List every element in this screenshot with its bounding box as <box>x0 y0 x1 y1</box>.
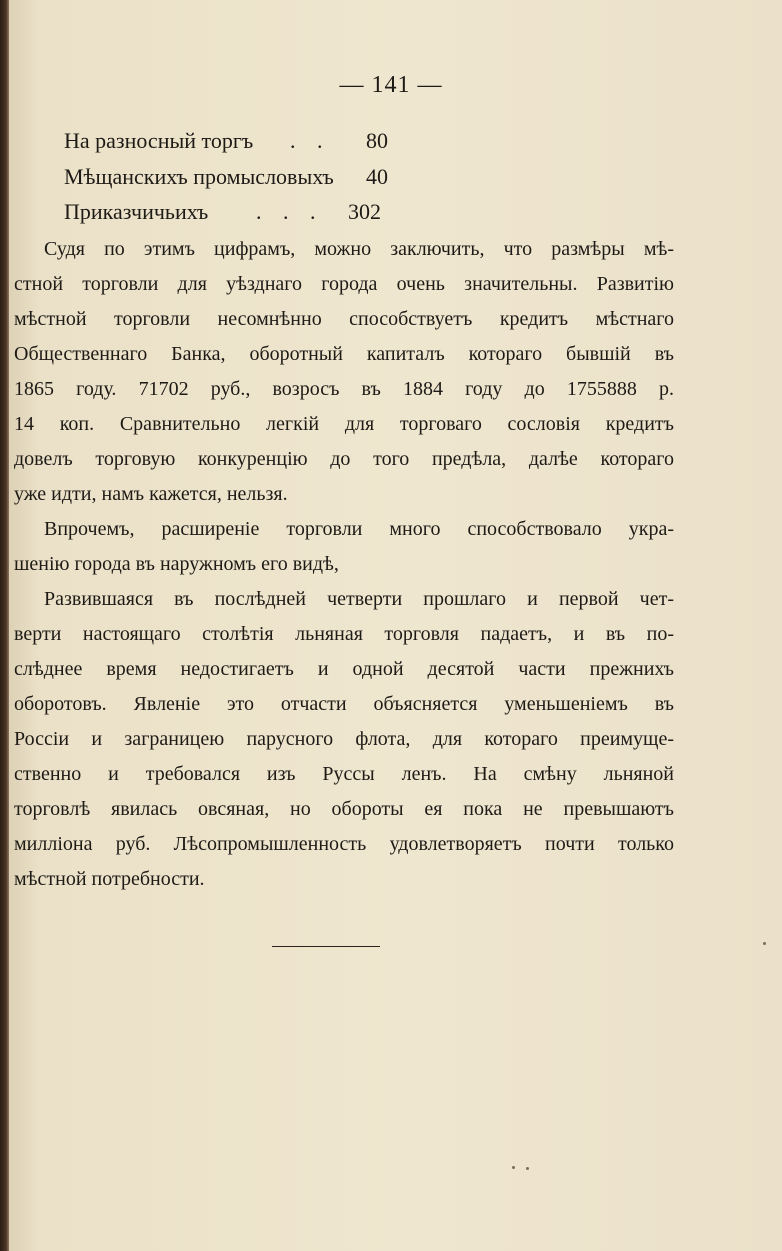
text-line: Впрочемъ, расширеніе торговли много способствовало укра- <box>44 518 674 540</box>
text-line: довелъ торговую конкуренцію до того предѣла, далѣе котораго <box>14 448 674 470</box>
text-line: 1865 году. 71702 руб., возросъ въ 1884 году до 1755888 р. <box>14 378 674 400</box>
text-line: Развившаяся въ послѣдней четверти прошлаго и первой чет- <box>44 588 674 610</box>
book-spine-edge <box>0 0 9 1251</box>
stat-label: На разносный торгъ <box>64 128 254 153</box>
stat-value: 80 <box>366 128 388 153</box>
text-line: мѣстной торговли несомнѣнно способствуетъ кредитъ мѣстнаго <box>14 308 674 330</box>
paragraph <box>14 232 674 512</box>
paragraph <box>14 582 674 897</box>
text-line: мѣстной потребности. <box>14 868 205 890</box>
page-number: — 141 — <box>339 72 443 98</box>
stat-label: Мѣщанскихъ промысловыхъ <box>64 164 334 189</box>
text-line: верти настоящаго столѣтія льняная торговля падаетъ, и въ по- <box>14 623 674 645</box>
stat-label: Приказчичьихъ <box>64 199 209 224</box>
text-line: торговлѣ явилась овсяная, но обороты ея пока не превышаютъ <box>14 798 674 820</box>
text-line: шенію города въ наружномъ его видѣ, <box>14 553 339 575</box>
stat-value: 40 <box>366 164 388 189</box>
paragraph <box>14 512 674 582</box>
stat-dots: . . . <box>256 199 324 224</box>
text-line: милліона руб. Лѣсопромышленность удовлетворяетъ почти только <box>14 833 674 855</box>
text-line: Россіи и заграницею парусного флота, для котораго преимуще- <box>14 728 674 750</box>
section-divider <box>272 946 380 947</box>
text-line: Общественнаго Банка, оборотный капиталъ котораго бывшій въ <box>14 343 674 365</box>
text-line: 14 коп. Сравнительно легкій для торговаго сословія кредитъ <box>14 413 674 435</box>
paper-speck <box>763 942 766 945</box>
text-line: уже идти, намъ кажется, нельзя. <box>14 483 288 505</box>
text-line: стной торговли для уѣзднаго города очень значительны. Развитію <box>14 273 674 295</box>
stat-dots: . . <box>290 128 331 153</box>
text-line: ственно и требовался изъ Руссы ленъ. На смѣну льняной <box>14 763 674 785</box>
text-line: оборотовъ. Явленіе это отчасти объясняется уменьшеніемъ въ <box>14 693 674 715</box>
paper-speck <box>526 1167 529 1170</box>
stat-value: 302 <box>348 199 381 224</box>
text-line: Судя по этимъ цифрамъ, можно заключить, что размѣры мѣ- <box>44 238 674 260</box>
paper-speck <box>512 1166 515 1169</box>
text-line: слѣднее время недостигаетъ и одной десятой части прежнихъ <box>14 658 674 680</box>
